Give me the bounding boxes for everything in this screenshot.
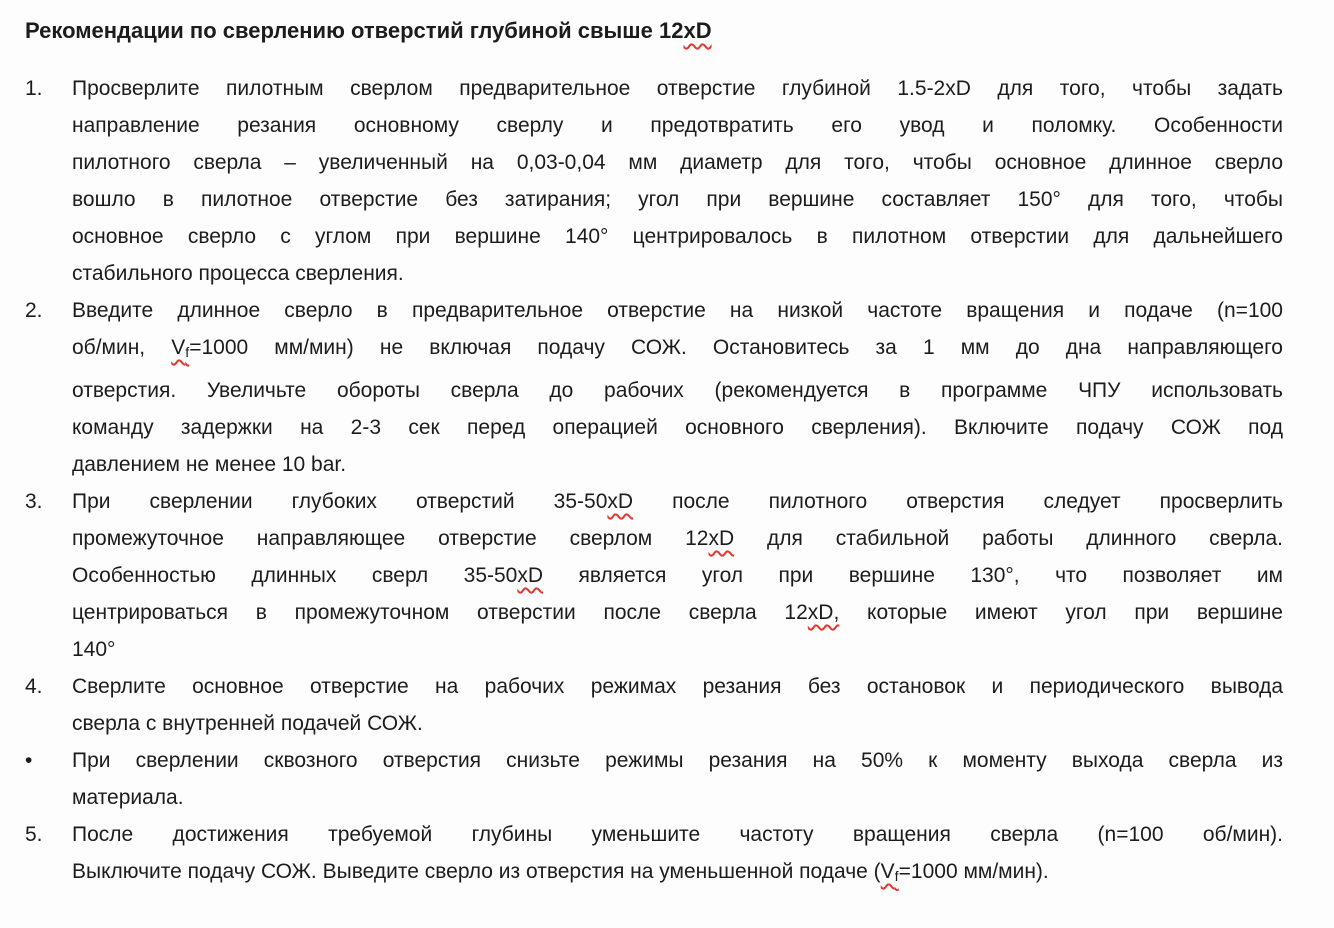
text-line bbox=[72, 409, 1283, 446]
misspelled-text: xD bbox=[607, 490, 634, 514]
bullet-marker: • bbox=[25, 749, 33, 773]
text-segment: промежуточное направляющее отверстие сверлом 12 bbox=[72, 527, 709, 551]
text-segment: =1000 мм/мин) не включая подачу СОЖ. Остановитесь за 1 мм до дна направляющего bbox=[189, 336, 1283, 359]
text-line bbox=[72, 144, 1283, 181]
item-number: 5. bbox=[25, 823, 43, 847]
misspelled-text: f bbox=[894, 869, 899, 886]
text-segment: =1000 мм/мин). bbox=[898, 860, 1049, 884]
item-text bbox=[72, 816, 1283, 896]
text-segment: После достижения требуемой глубины уменьшите частоту вращения сверла (n=100 об/мин). bbox=[72, 823, 1283, 847]
misspelled-text: f bbox=[185, 345, 190, 362]
text-segment: стабильного процесса сверления. bbox=[72, 262, 404, 285]
text-line bbox=[72, 329, 1283, 372]
text-segment: направление резания основному сверлу и предотвратить его увод и поломку. Особенности bbox=[72, 114, 1283, 137]
item-text bbox=[72, 483, 1283, 668]
text-segment: центрироваться в промежуточном отверстии после сверла 12 bbox=[72, 601, 808, 625]
text-segment: При сверлении сквозного отверстия снизьте режимы резания на 50% к моменту выхода сверла из bbox=[72, 749, 1283, 773]
item-text bbox=[72, 70, 1283, 292]
text-segment: отверстия. Увеличьте обороты сверла до рабочих (рекомендуется в программе ЧПУ использовать bbox=[72, 379, 1283, 403]
text-segment: после пилотного отверстия следует просверлить bbox=[633, 490, 1283, 514]
text-segment: является угол при вершине 130°, что позволяет им bbox=[543, 564, 1283, 588]
text-segment: материала. bbox=[72, 786, 184, 810]
text-line bbox=[72, 594, 1283, 631]
item-number: 1. bbox=[25, 77, 43, 100]
text-segment: Сверлите основное отверстие на рабочих режимах резания без остановок и периодического вывода bbox=[72, 675, 1283, 699]
list-item bbox=[25, 816, 1283, 896]
text-segment: пилотного сверла – увеличенный на 0,03-0,04 мм диаметр для того, чтобы основное длинное сверло bbox=[72, 151, 1283, 174]
text-segment: Выключите подачу СОЖ. Выведите сверло из отверстия на уменьшенной подаче ( bbox=[72, 860, 881, 884]
misspelled-text: V bbox=[171, 336, 186, 359]
text-line bbox=[72, 742, 1283, 779]
text-line bbox=[72, 520, 1283, 557]
text-segment: Рекомендации по сверлению отверстий глубиной свыше 12 bbox=[25, 18, 684, 43]
document-title bbox=[25, 14, 1283, 48]
recommendations-list bbox=[25, 70, 1283, 896]
text-line bbox=[72, 181, 1283, 218]
text-segment: При сверлении глубоких отверстий 35-50 bbox=[72, 490, 608, 514]
text-line bbox=[72, 372, 1283, 409]
text-line bbox=[72, 255, 1283, 292]
text-line bbox=[72, 446, 1283, 483]
text-line bbox=[72, 70, 1283, 107]
list-item bbox=[25, 292, 1283, 483]
text-segment: основное сверло с углом при вершине 140° центрировалось в пилотном отверстии для дальнейшего bbox=[72, 225, 1283, 248]
text-segment: команду задержки на 2-3 сек перед операцией основного сверления). Включите подачу СОЖ под bbox=[72, 416, 1283, 440]
list-item bbox=[25, 70, 1283, 292]
item-number: 3. bbox=[25, 490, 43, 514]
text-line bbox=[72, 705, 1283, 742]
text-line bbox=[72, 853, 1283, 896]
text-segment: сверла с внутренней подачей СОЖ. bbox=[72, 712, 423, 736]
item-text bbox=[72, 292, 1283, 483]
text-segment: давлением не менее 10 bar. bbox=[72, 453, 347, 477]
text-segment: вошло в пилотное отверстие без затирания; угол при вершине составляет 150° для того, чтобы bbox=[72, 188, 1283, 211]
text-line bbox=[72, 107, 1283, 144]
text-segment: об/мин, bbox=[72, 336, 172, 359]
text-segment: которые имеют угол при вершине bbox=[839, 601, 1283, 625]
misspelled-text: xD bbox=[517, 564, 544, 588]
text-line bbox=[72, 816, 1283, 853]
text-line bbox=[72, 779, 1283, 816]
text-segment: 140° bbox=[72, 638, 116, 662]
text-segment: Особенностью длинных сверл 35-50 bbox=[72, 564, 518, 588]
list-item bbox=[25, 668, 1283, 742]
text-segment: Просверлите пилотным сверлом предварительное отверстие глубиной 1.5-2xD для того, чтобы задать bbox=[72, 77, 1283, 100]
text-segment: для стабильной работы длинного сверла. bbox=[734, 527, 1283, 551]
item-number: 4. bbox=[25, 675, 43, 699]
misspelled-text: xD bbox=[708, 527, 735, 551]
item-text bbox=[72, 742, 1283, 816]
text-line bbox=[72, 292, 1283, 329]
list-item bbox=[25, 742, 1283, 816]
text-line bbox=[72, 218, 1283, 255]
misspelled-text: xD bbox=[683, 18, 712, 43]
misspelled-text: xD, bbox=[807, 601, 840, 625]
misspelled-text: V bbox=[880, 860, 895, 884]
text-line bbox=[72, 483, 1283, 520]
text-line bbox=[72, 668, 1283, 705]
item-number: 2. bbox=[25, 299, 43, 322]
item-text bbox=[72, 668, 1283, 742]
text-line bbox=[72, 631, 1283, 668]
text-line bbox=[72, 557, 1283, 594]
list-item bbox=[25, 483, 1283, 668]
text-segment: Введите длинное сверло в предварительное отверстие на низкой частоте вращения и подаче (n=100 bbox=[72, 299, 1283, 322]
